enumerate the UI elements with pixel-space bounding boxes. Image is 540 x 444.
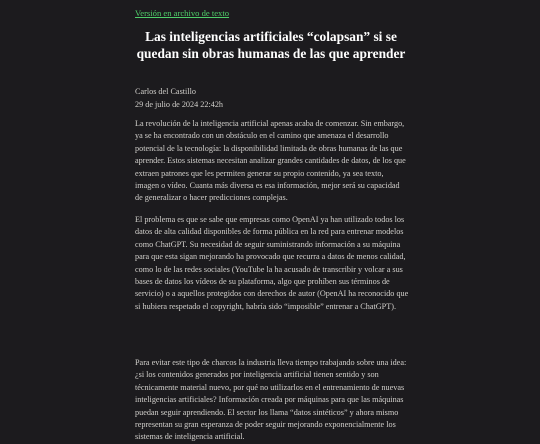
text-version-link[interactable]: Versión en archivo de texto (135, 8, 230, 18)
article-date: 29 de julio de 2024 22:42h (135, 99, 224, 109)
article-paragraph: Para evitar este tipo de charcos la industria lleva tiempo trabajando sobre una idea: ¿si los contenidos generados por inteligencia artificial tienen sentido y son técnicamente material nuevo, por qué no utilizarlos en el entrenamiento de nuevas inteligencias artificiales? Información creada por máquinas para que las máquinas puedan seguir aprendiendo. El sector los llama “datos sintéticos” y ahora mismo representan su gran esperanza de poder seguir mejorando exponencialmente los sistemas de inteligencia artificial. (135, 358, 407, 442)
article-author: Carlos del Castillo (135, 87, 196, 96)
article-paragraph: El problema es que se sabe que empresas como OpenAI ya han utilizado todos los datos de alta calidad disponibles de forma pública en la red para entrenar modelos como ChatGPT. Su necesidad de seguir suministrando información a su máquina para que esta sigan mejorando ha provocado que recurra a datos de menos calidad, como lo de las redes sociales (YouTube la ha acusado de transcribir y volcar a sus bases de datos los vídeos de su plataforma, algo que prohíben sus términos de servicio) o a aquellos protegidos con derechos de autor (OpenAI ha reconocido que si hubiera respetado el copyright, habría sido “imposible” entrenar a ChatGPT). (135, 215, 409, 311)
article-paragraph: La revolución de la inteligencia artificial apenas acaba de comenzar. Sin embargo, ya se ha encontrado con un obstáculo en el camino que amenaza el desarrollo potencial de la tecnología: la disponibilidad limitada de obras humanas de las que aprender. Estos sistemas necesitan analizar grandes cantidades de datos, de los que extraen patrones que les permiten generar su propio contenido, ya sea texto, imagen o vídeo. Cuanta más diversa es esa información, mejor será su capacidad de generalizar o hacer predicciones complejas. (135, 119, 406, 203)
article-meta (135, 86, 223, 111)
article-title: Las inteligencias artificiales “colapsan” si se quedan sin obras humanas de las que aprender (136, 29, 406, 61)
